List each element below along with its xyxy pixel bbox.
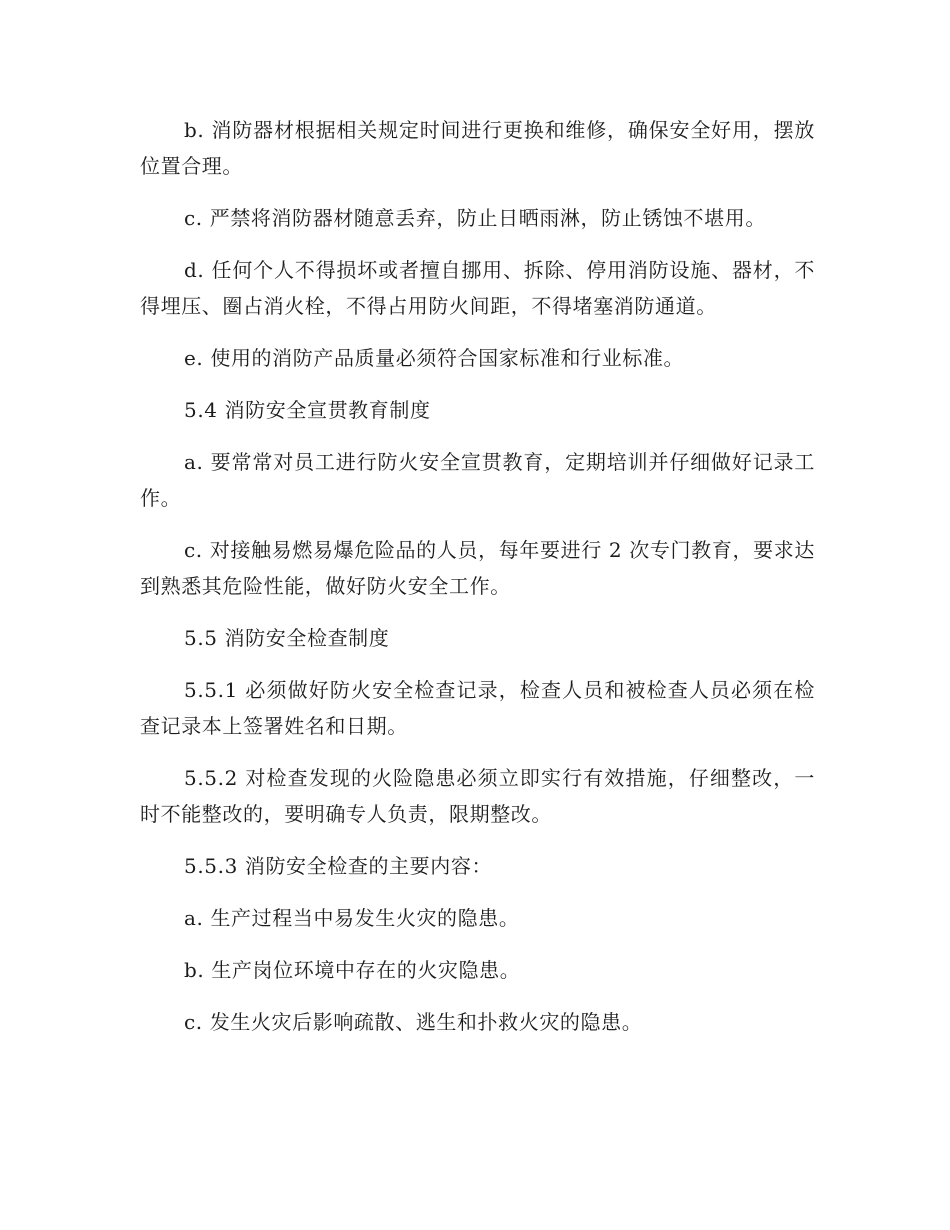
list-item-production-hazard: a. 生产过程当中易发生火灾的隐患。 — [184, 906, 520, 930]
list-item-evacuation-hazard: c. 发生火灾后影响疏散、逃生和扑救火灾的隐患。 — [184, 1010, 643, 1034]
paragraph-equipment-maintenance: b. 消防器材根据相关规定时间进行更换和维修，确保安全好用，摆放位置合理。 — [140, 118, 815, 178]
paragraph-no-discard: c. 严禁将消防器材随意丢弃，防止日晒雨淋，防止锈蚀不堪用。 — [184, 206, 766, 230]
paragraph-inspection-record: 5.5.1 必须做好防火安全检查记录，检查人员和被检查人员必须在检查记录本上签署姓名和日期。 — [140, 678, 815, 738]
section-heading-inspection: 5.5 消防安全检查制度 — [184, 626, 390, 650]
section-heading-education: 5.4 消防安全宣贯教育制度 — [184, 398, 431, 422]
paragraph-no-damage: d. 任何个人不得损坏或者擅自挪用、拆除、停用消防设施、器材，不得埋压、圈占消火栓，不得占用防火间距，不得堵塞消防通道。 — [140, 258, 815, 318]
paragraph-product-quality: e. 使用的消防产品质量必须符合国家标准和行业标准。 — [184, 346, 685, 370]
paragraph-inspection-contents: 5.5.3 消防安全检查的主要内容： — [184, 854, 493, 878]
paragraph-staff-training: a. 要常常对员工进行防火安全宣贯教育，定期培训并仔细做好记录工作。 — [140, 450, 815, 510]
paragraph-hazard-rectification: 5.5.2 对检查发现的火险隐患必须立即实行有效措施，仔细整改，一时不能整改的，要明确专人负责，限期整改。 — [140, 766, 815, 826]
paragraph-hazard-training: c. 对接触易燃易爆危险品的人员，每年要进行 2 次专门教育，要求达到熟悉其危险性能，做好防火安全工作。 — [140, 538, 815, 598]
document-body — [140, 112, 815, 1056]
list-item-environment-hazard: b. 生产岗位环境中存在的火灾隐患。 — [184, 958, 521, 982]
